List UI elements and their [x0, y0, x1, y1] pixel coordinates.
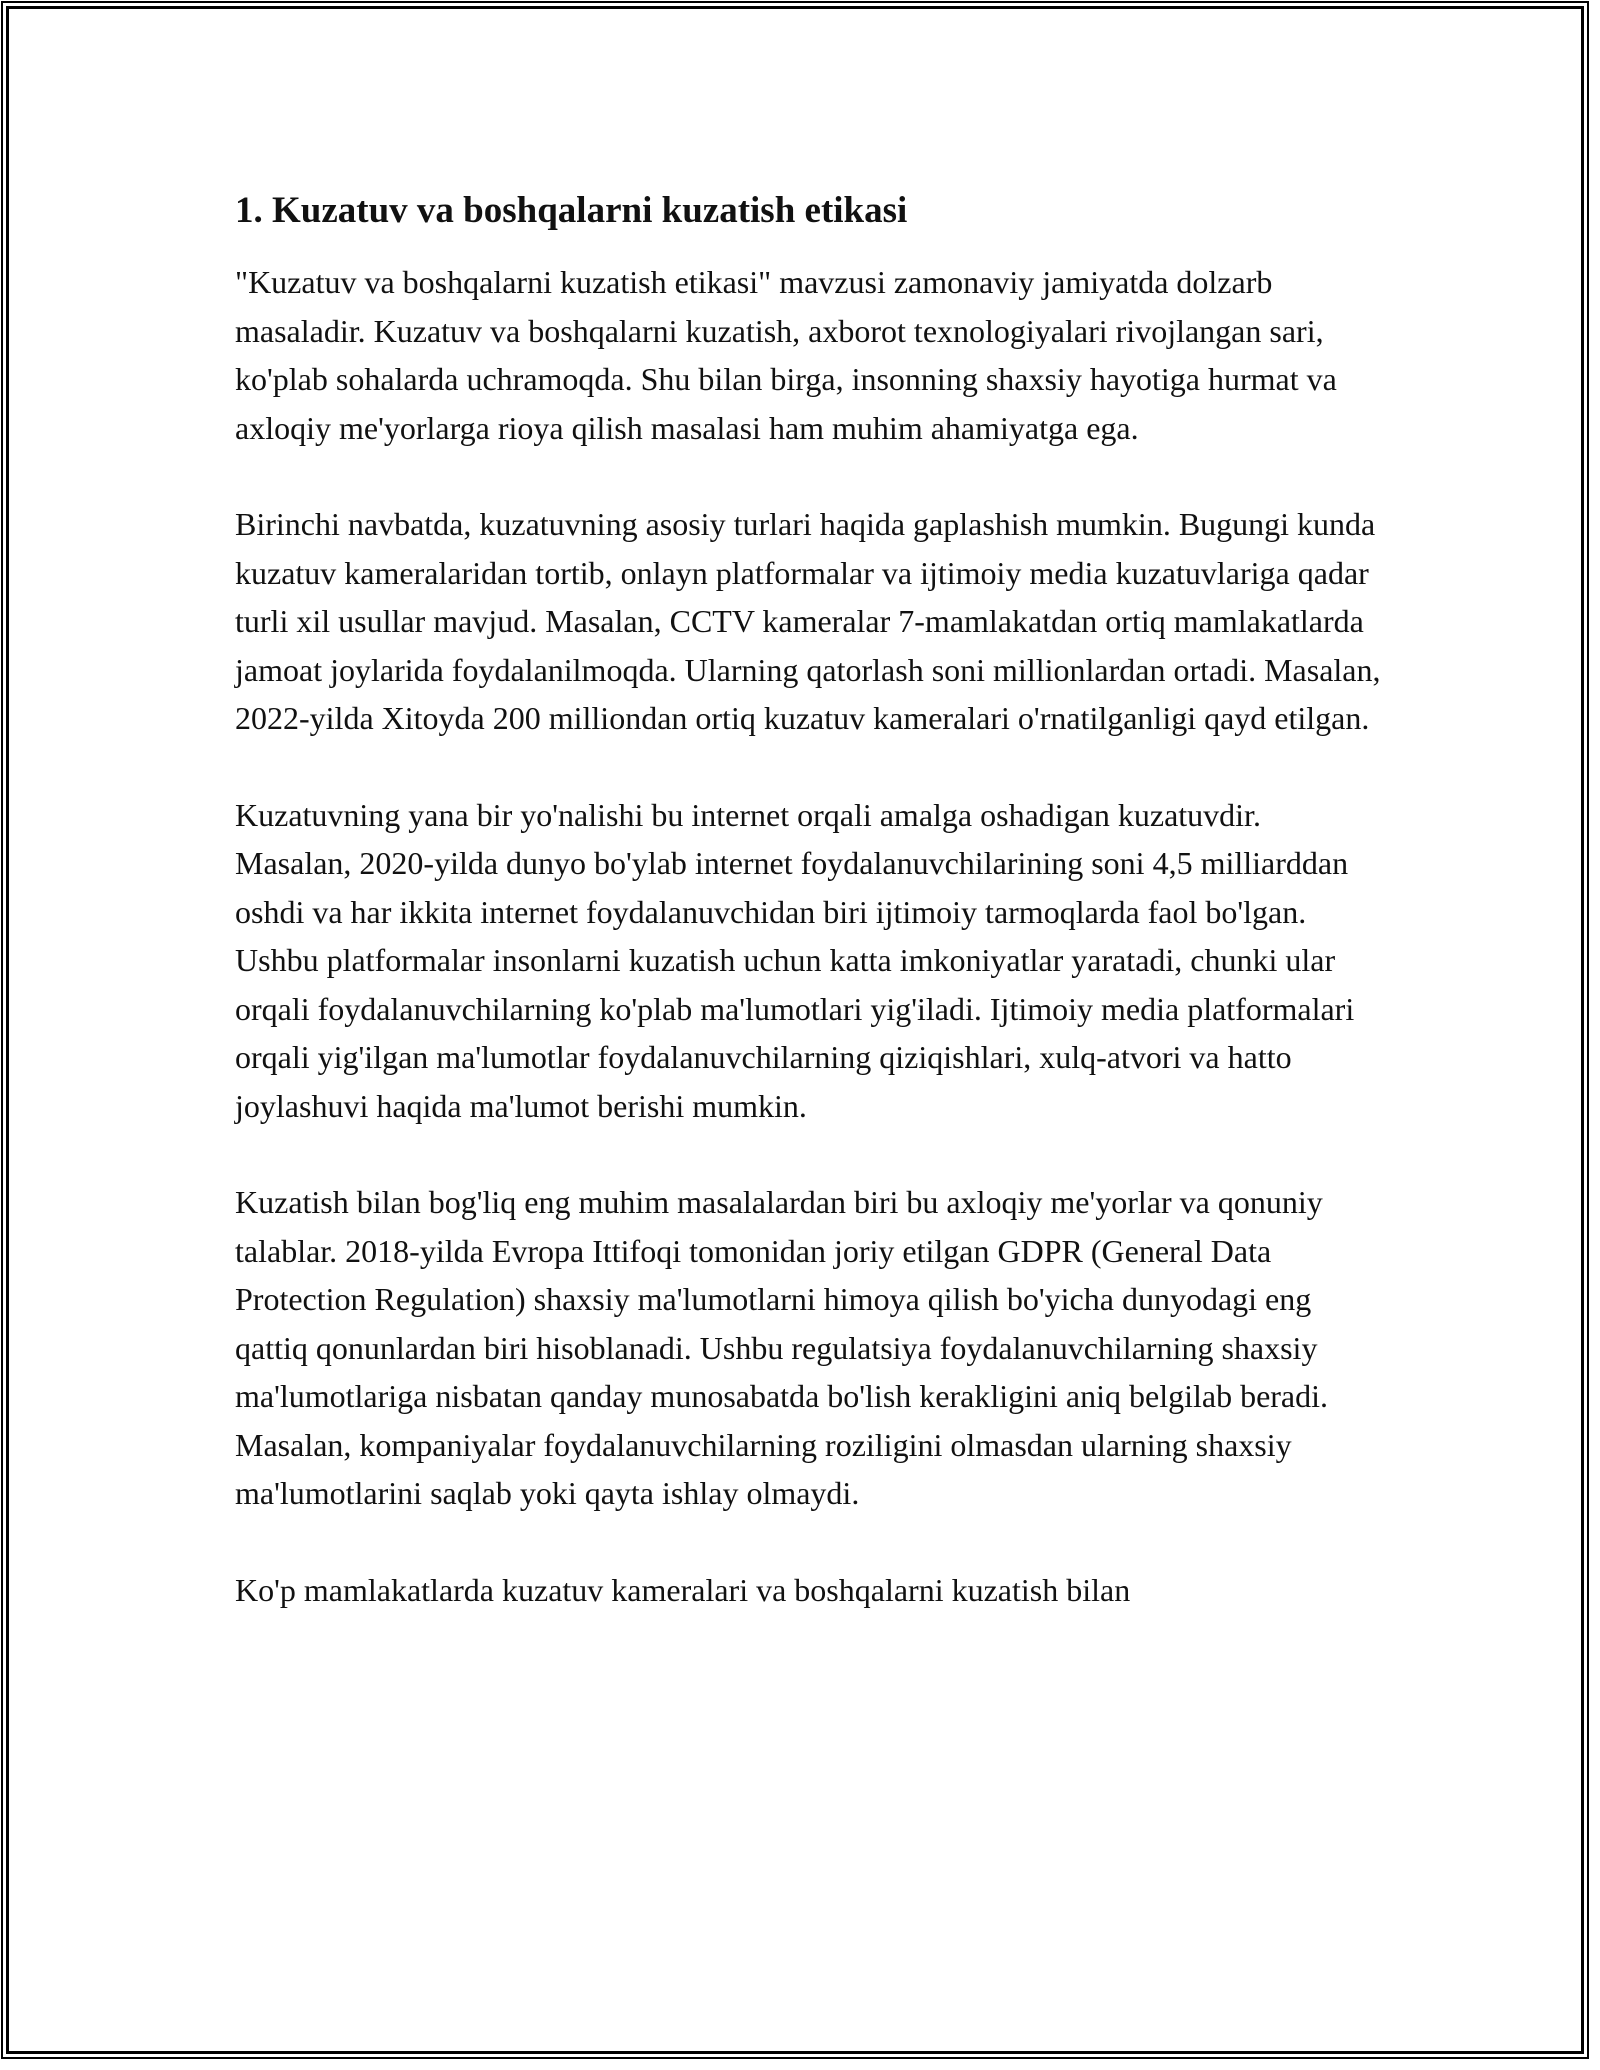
paragraph-1: "Kuzatuv va boshqalarni kuzatish etikasi" mavzusi zamonaviy jamiyatda dolzarb masaladir. Kuzatuv va boshqalarni kuzatish, axborot texnologiyalari rivojlangan sari, ko'plab sohalarda uchramoqda. Shu bilan birga, insonning shaxsiy hayotiga hurmat va axloqiy me'yorlarga rioya qilish masalasi ham muhim ahamiyatga ega. [235, 264, 1337, 446]
paragraph-3: Kuzatuvning yana bir yo'nalishi bu internet orqali amalga oshadigan kuzatuvdir. Masalan, 2020-yilda dunyo bo'ylab internet foydalanuvchilarining soni 4,5 milliarddan oshdi va har ikkita internet foydalanuvchidan biri ijtimoiy tarmoqlarda faol bo'lgan. Ushbu platformalar insonlarni kuzatish uchun katta imkoniyatlar yaratadi, chunki ular orqali foydalanuvchilarning ko'plab ma'lumotlari yig'iladi. Ijtimoiy media platformalari orqali yig'ilgan ma'lumotlar foydalanuvchilarning qiziqishlari, xulq-atvori va hatto joylashuvi haqida ma'lumot berishi mumkin. [235, 796, 1355, 1124]
document-body [235, 186, 1385, 1662]
section-heading: 1. Kuzatuv va boshqalarni kuzatish etikasi [235, 190, 908, 231]
paragraph-2: Birinchi navbatda, kuzatuvning asosiy turlari haqida gaplashish mumkin. Bugungi kunda kuzatuv kameralaridan tortib, onlayn platformalar va ijtimoiy media kuzatuvlariga qadar turli xil usullar mavjud. Masalan, CCTV kameralar 7-mamlakatdan ortiq mamlakatlarda jamoat joylarida foydalanilmoqda. Ularning qatorlash soni millionlardan ortadi. Masalan, 2022-yilda Xitoyda 200 milliondan ortiq kuzatuv kameralari o'rnatilganligi qayd etilgan. [235, 506, 1381, 736]
paragraph-4: Kuzatish bilan bog'liq eng muhim masalalardan biri bu axloqiy me'yorlar va qonuniy talablar. 2018-yilda Evropa Ittifoqi tomonidan joriy etilgan GDPR (General Data Protection Regulation) shaxsiy ma'lumotlarni himoya qilish bo'yicha dunyodagi eng qattiq qonunlardan biri hisoblanadi. Ushbu regulatsiya foydalanuvchilarning shaxsiy ma'lumotlariga nisbatan qanday munosabatda bo'lish kerakligini aniq belgilab beradi. Masalan, kompaniyalar foydalanuvchilarning roziligini olmasdan ularning shaxsiy ma'lumotlarini saqlab yoki qayta ishlay olmaydi. [235, 1184, 1329, 1511]
paragraph-5: Ko'p mamlakatlarda kuzatuv kameralari va boshqalarni kuzatish bilan [235, 1571, 1131, 1608]
